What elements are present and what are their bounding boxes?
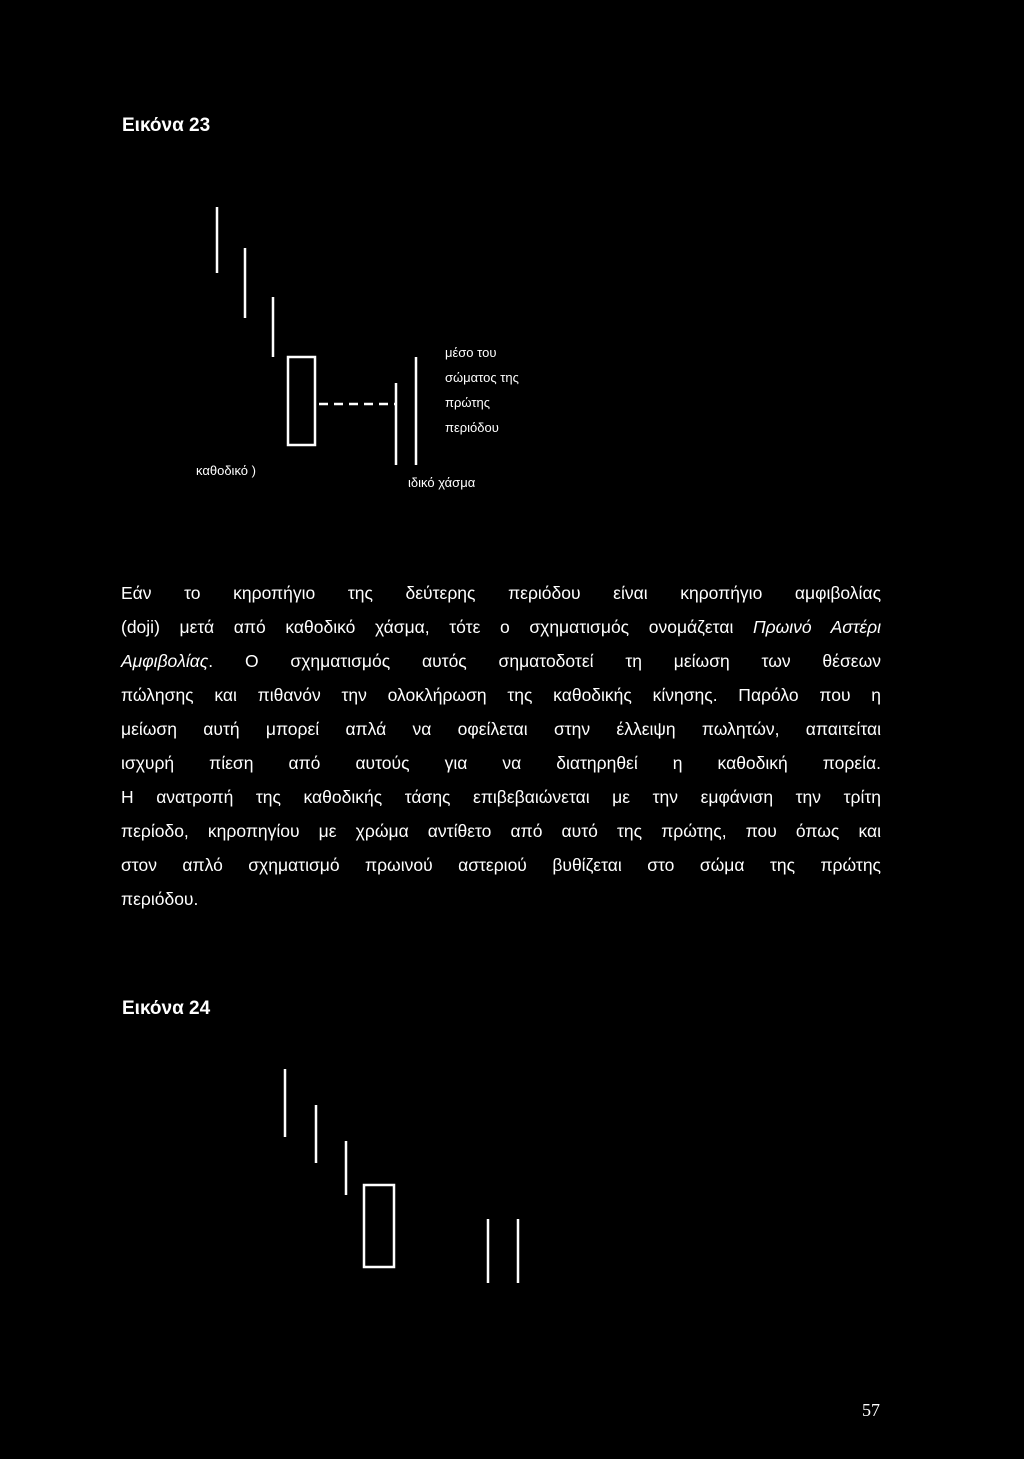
paragraph-text: (doji) μετά από καθοδικό χάσμα, τότε ο σχηματισμός ονομάζεται [121,617,753,637]
label-right-gap: ιδικό χάσμα [408,475,476,490]
paragraph-line: Η ανατροπή της καθοδικής τάσης επιβεβαιώνεται με την εμφάνιση την τρίτη [121,787,881,807]
paragraph-line [121,610,881,644]
paragraph-line [121,644,881,678]
paragraph-line: μείωση αυτή μπορεί απλά να οφείλεται στην έλλειψη πωλητών, απαιτείται [121,719,881,739]
paragraph-line: στον απλό σχηματισμό πρωινού αστεριού βυθίζεται στο σώμα της πρώτης [121,855,881,875]
paragraph-line: ισχυρή πίεση από αυτούς για να διατηρηθεί η καθοδική πορεία. [121,753,881,773]
figure-23-title: Εικόνα 23 [122,115,211,136]
label-body-mid-2: σώματος της [445,370,519,385]
paragraph-line: περίοδο, κηροπηγίου με χρώμα αντίθετο από αυτό της πρώτης, που όπως και [121,821,881,841]
paragraph-line: πώλησης και πιθανόν την ολοκλήρωση της καθοδικής κίνησης. Παρόλο που η [121,685,881,705]
figure-24-diagram [285,1069,518,1283]
term-doji: Αμφιβολίας [121,651,209,671]
term-morning-star: Πρωινό Αστέρι [752,617,881,637]
page-number: 57 [862,1400,880,1420]
body-paragraph [121,576,881,916]
label-left-gap: καθοδικό ) [196,463,256,478]
label-body-mid-4: περιόδου [445,420,499,435]
paragraph-line: περιόδου. [121,889,199,909]
candle-body [364,1185,394,1267]
paragraph-text: . Ο σχηματισμός αυτός σηματοδοτεί τη μείωση των θέσεων [208,651,881,671]
paragraph-line: Εάν το κηροπήγιο της δεύτερης περιόδου είναι κηροπήγιο αμφιβολίας [121,583,881,603]
figure-24-title: Εικόνα 24 [122,998,211,1019]
label-body-mid-1: μέσο του [445,345,497,360]
candle-body [288,357,315,445]
label-body-mid-3: πρώτης [445,395,490,410]
